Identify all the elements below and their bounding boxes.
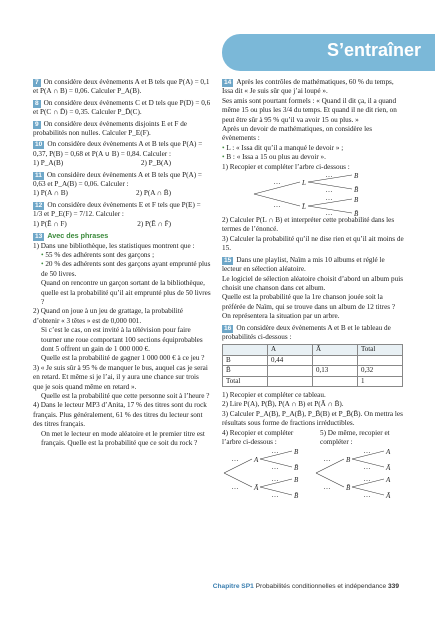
question-text: Si c’est le cas, on est invité à la télévision pour faire tourner une roue comportant 100 sections équiprobables dont 5 offrent un gain de 1 000 000 €. <box>41 326 203 353</box>
branch-probability: … <box>274 178 281 187</box>
node-label: Ā <box>254 484 259 493</box>
exercise-number: 12 <box>35 201 43 209</box>
node-label: Ā <box>386 464 391 473</box>
table-cell <box>358 355 403 365</box>
bullet-text: 20 % des adhérents sont des garçons ayant emprunté plus de 50 livres. <box>41 260 211 278</box>
exercise-heading: Avec des phrases <box>47 231 109 241</box>
right-column <box>222 78 404 501</box>
table-cell: Total <box>358 345 403 355</box>
exercise-8 <box>33 99 211 118</box>
exercise-text: On considère deux évènements disjoints E et F de probabilités non nulles. Calculer P_E(F). <box>33 119 187 138</box>
node-label: B̄ <box>346 484 351 493</box>
page-footer <box>213 583 399 590</box>
exercise-number: 11 <box>35 171 42 179</box>
bullet-text: 55 % des adhérents sont des garçons ; <box>45 250 155 259</box>
node-label: B <box>354 172 359 181</box>
branch-probability: … <box>326 209 333 217</box>
question-4: 4) Recopier et compléter l’arbre ci-dessous : <box>222 428 294 446</box>
table-cell <box>313 376 358 386</box>
probability-table <box>222 344 403 387</box>
table-cell: A <box>268 345 313 355</box>
branch-probability: … <box>326 194 333 203</box>
question-1: 1) Recopier et compléter l’arbre ci-dessous : <box>222 162 350 171</box>
node-label: B̄ <box>294 464 299 473</box>
table-cell: Ā <box>313 345 358 355</box>
question-1: 1) P(A ∩ B) <box>33 189 68 198</box>
question-4: 4) Dans le lecteur MP3 d’Anita, 17 % des titres sont du rock français. Plus généralement, 61 % des titres du lecteur sont des titres français. <box>33 401 207 429</box>
table-cell <box>268 366 313 376</box>
exercise-14 <box>222 78 404 254</box>
question-text: On met le lecteur en mode aléatoire et le premier titre est français. Quelle est la probabilité que ce soit du rock ? <box>41 429 205 448</box>
table-cell <box>268 376 313 386</box>
exercise-number: 14 <box>224 79 232 86</box>
exercise-number: 13 <box>35 233 43 241</box>
question-2: 2) Lire P(A), P(B̄), P(A ∩ B) et P(Ā ∩ B̄). <box>222 400 344 409</box>
question-text: Quelle est la probabilité que cette personne soit à l’heure ? <box>41 392 210 400</box>
question-text: Quelle est la probabilité de gagner 1 000 000 € à ce jeu ? <box>41 354 205 363</box>
question-1: 1) Dans une bibliothèque, les statistiques montrent que : <box>33 241 195 250</box>
question-5: 5) De même, recopier et compléter : <box>320 428 390 446</box>
question-2: 2) Calculer P(L ∩ B) et interpréter cette probabilité dans les termes de l’énoncé. <box>222 216 395 234</box>
exercise-text: On considère deux évènements C et D tels que P(D) = 0,6 et P(C ∩ D̄) = 0,35. Calculer P_D̄(C). <box>33 98 211 117</box>
branch-probability: … <box>324 455 331 464</box>
exercise-number: 16 <box>224 324 232 332</box>
page-number: 339 <box>387 583 399 590</box>
branch-probability: … <box>274 201 281 210</box>
bullet-icon: • <box>222 153 225 162</box>
node-label: B <box>294 476 299 485</box>
exercise-text: On considère deux évènements E et F tels que P(E) = 1/3 et P_E(F) = 7/12. Calculer : <box>33 200 201 219</box>
question-1: 1) P(Ē ∩ F) <box>33 219 67 228</box>
exercise-text: Ses amis sont pourtant formels : « Quand il dit ça, il a quand même 15 ou plus les 3/4 du temps. Et quand il ne dit rien, on peut être sûr à 95 % qu’il va avoir 15 ou plus. » <box>222 96 397 124</box>
probability-tree-a <box>222 447 308 499</box>
table-cell: B̄ <box>223 366 268 376</box>
node-label: B̄ <box>354 186 359 195</box>
node-label: B̄ <box>354 210 359 217</box>
exercise-number: 15 <box>224 256 232 264</box>
node-label: A <box>254 456 259 465</box>
exercise-text: On considère deux évènements A et B tels que P(A) = 0,37, P(B) = 0,68 et P(A ∪ B) = 0,84. Calculer : <box>33 140 203 158</box>
exercise-9 <box>33 120 211 139</box>
bullet-text: B : « Issa a 15 ou plus au devoir ». <box>226 153 326 162</box>
exercise-number: 9 <box>35 120 39 128</box>
question-1: 1) P_A(B) <box>33 159 64 168</box>
node-label: A <box>386 448 391 457</box>
branch-probability: … <box>232 483 239 492</box>
table-cell: Total <box>223 376 268 386</box>
branch-probability: … <box>326 186 333 195</box>
table-cell <box>313 355 358 365</box>
chapter-title: Probabilités conditionnelles et indépendance <box>255 583 387 590</box>
question-2: 2) P_B(A) <box>140 159 171 168</box>
node-label: L̄ <box>302 203 306 212</box>
exercise-number: 7 <box>35 79 39 86</box>
branch-probability: … <box>326 172 333 180</box>
exercise-text: Quelle est la probabilité que la 1re chanson jouée soit la préférée de Naïm, qui se trouve dans un album de 12 titres ? On représentera la situation par un arbre. <box>222 293 396 321</box>
bullet-icon: • <box>41 250 44 259</box>
table-cell <box>223 345 268 355</box>
branch-probability: … <box>232 455 239 464</box>
exercise-15 <box>222 256 404 322</box>
exercise-text: Après les contrôles de mathématiques, 60 % du temps, Issa dit « Je suis sûr que j’ai loupé ». <box>222 78 394 96</box>
branch-probability: … <box>272 447 279 456</box>
table-cell: B <box>223 355 268 365</box>
question-2: 2) Quand on joue à un jeu de grattage, la probabilité d’obtenir « 3 têtes » est de 0,000 001. <box>33 307 183 325</box>
bullet-icon: • <box>222 143 225 152</box>
question-text: Quand on rencontre un garçon sortant de la bibliothèque, quelle est la probabilité qu’il ait emprunté plus de 50 livres ? <box>41 279 211 306</box>
branch-probability: … <box>364 447 371 456</box>
banner-title: S’entraîner <box>326 40 421 60</box>
question-1: 1) Recopier et compléter ce tableau. <box>222 390 326 399</box>
probability-tree <box>252 172 402 216</box>
table-cell: 0,32 <box>358 366 403 376</box>
node-label: B <box>294 448 299 457</box>
branch-probability: … <box>272 491 279 500</box>
chapter-label: Chapitre SP1 <box>212 583 254 590</box>
node-label: B̄ <box>294 492 299 500</box>
exercise-10 <box>33 140 211 168</box>
bullet-text: L : « Issa dit qu’il a manqué le devoir » ; <box>226 143 344 152</box>
exercise-text: On considère deux évènements A et B et le tableau de probabilités ci-dessous : <box>222 323 391 341</box>
table-cell: 0,44 <box>268 355 313 365</box>
exercise-text: On considère deux évènements A et B tels que P(A) = 0,1 et P(A ∩ B) = 0,06. Calculer P_A(B). <box>33 78 210 96</box>
branch-probability: … <box>272 475 279 484</box>
node-label: B <box>346 456 351 465</box>
table-cell: 1 <box>358 376 403 386</box>
branch-probability: … <box>272 463 279 472</box>
section-banner <box>222 34 435 71</box>
question-3: 3) Calculer la probabilité qu’il ne dise rien et qu’il ait moins de 15. <box>222 234 404 253</box>
branch-probability: … <box>364 491 371 500</box>
exercise-number: 10 <box>35 141 43 149</box>
branch-probability: … <box>324 483 331 492</box>
left-column <box>33 78 211 450</box>
node-label: Ā <box>386 492 391 500</box>
branch-probability: … <box>364 463 371 472</box>
exercise-number: 8 <box>35 99 39 107</box>
exercise-11 <box>33 171 211 199</box>
question-3: 3) « Je suis sûr à 95 % de manquer le bus, auquel cas je serai en retard. Et même si je l’ai, il y aura une chance sur trois que je sois quand même en retard ». <box>33 363 208 391</box>
table-cell: 0,13 <box>313 366 358 376</box>
node-label: A <box>386 476 391 485</box>
exercise-text: On considère deux évènements A et B tels que P(A) = 0,63 et P_A(B) = 0,06. Calculer : <box>33 170 202 189</box>
exercise-text: Dans une playlist, Naïm a mis 10 albums et réglé le lecteur en sélection aléatoire. <box>222 255 385 274</box>
question-2: 2) P(A ∩ B̄) <box>136 189 171 198</box>
question-3: 3) Calculer P_A(B), P_A(B̄), P_B̄(B) et P_B̄(B̄). On mettra les résultats sous forme de fractions irréductibles. <box>222 409 403 428</box>
exercise-16 <box>222 324 404 500</box>
exercise-text: Le logiciel de sélection aléatoire choisit d’abord un album puis choisit une chanson dans cet album. <box>222 274 404 292</box>
question-2: 2) P(Ē ∩ F̄) <box>137 219 171 228</box>
probability-tree-b <box>314 447 400 499</box>
exercise-7 <box>33 78 211 97</box>
node-label: B <box>354 196 359 205</box>
exercise-text: Après un devoir de mathématiques, on considère les évènements : <box>222 125 373 143</box>
bullet-icon: • <box>41 260 44 269</box>
exercise-12 <box>33 201 211 229</box>
node-label: L <box>302 179 306 188</box>
exercise-13 <box>33 231 211 448</box>
branch-probability: … <box>364 475 371 484</box>
